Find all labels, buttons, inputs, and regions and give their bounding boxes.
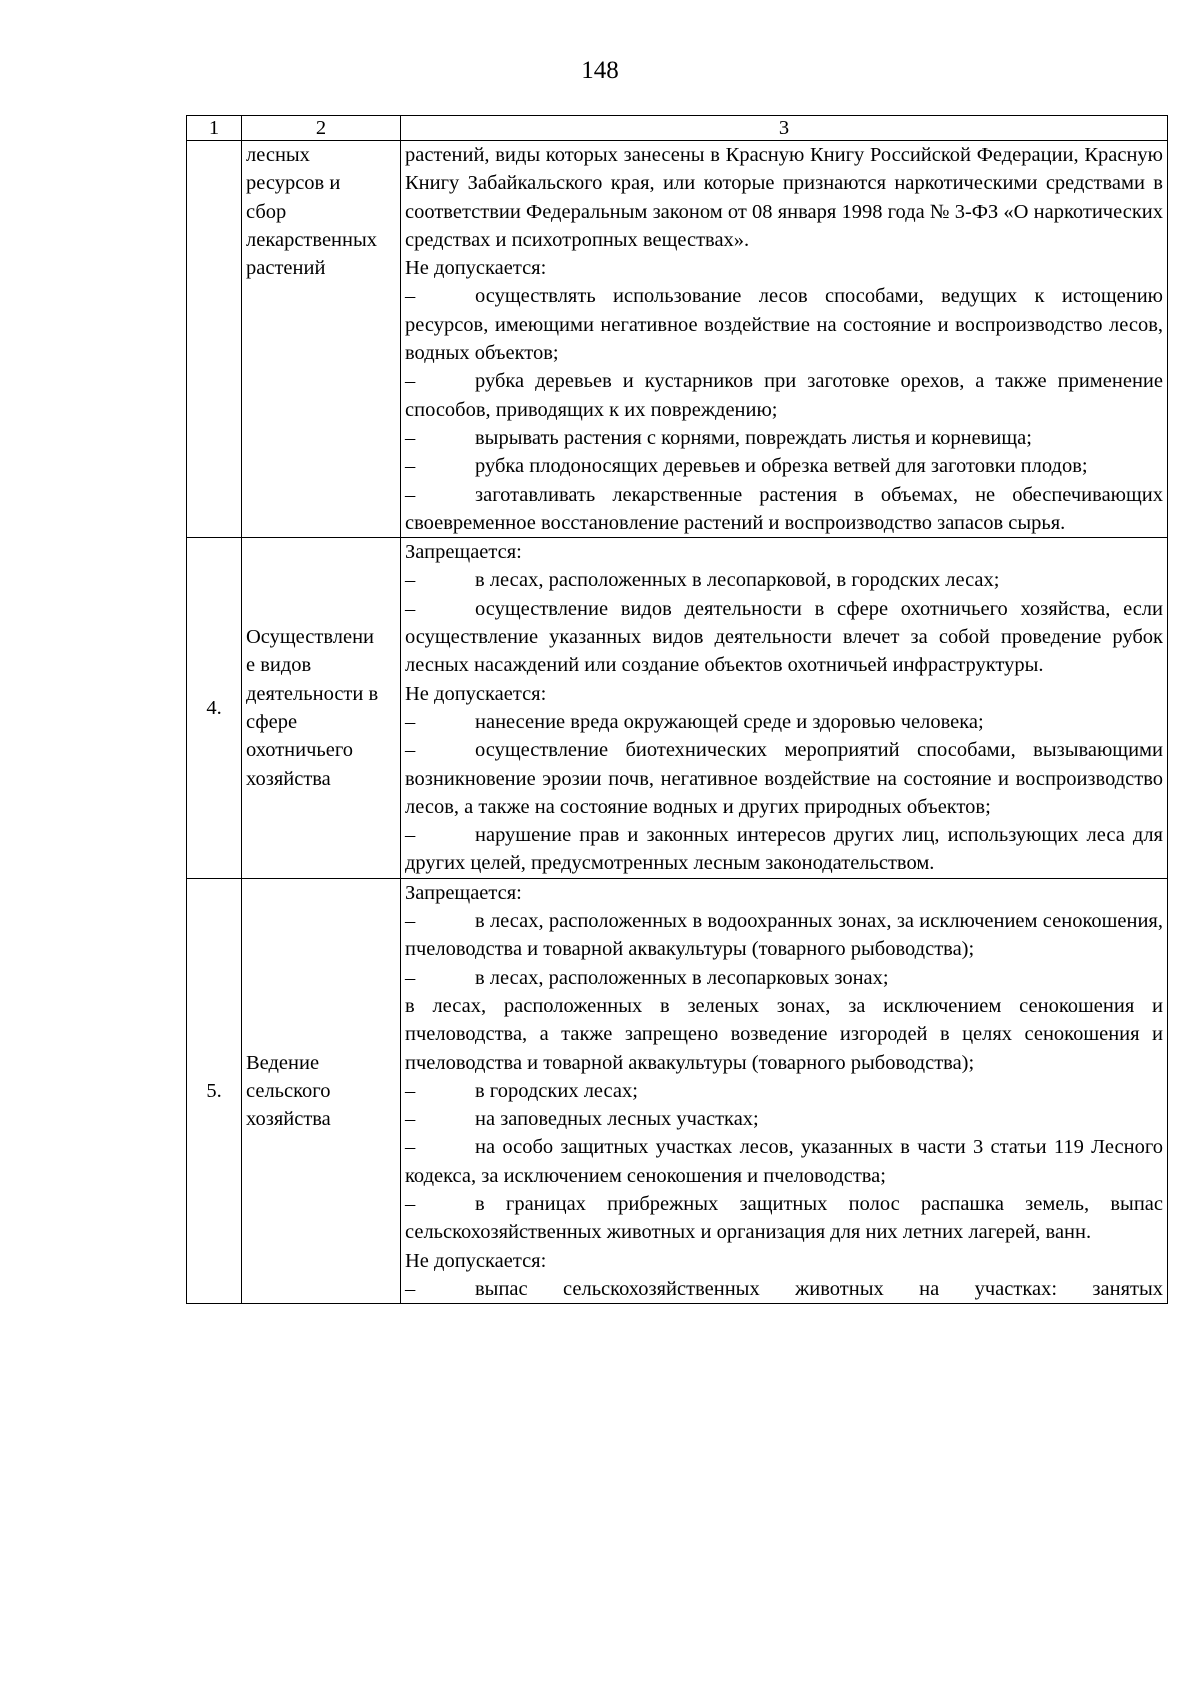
dash-marker: – — [405, 426, 416, 449]
list-item: – нанесение вреда окружающей среде и здоровью человека; — [405, 708, 1163, 736]
dash-marker: – — [405, 285, 416, 308]
row-number: 4. — [187, 538, 242, 879]
paragraph: Не допускается: — [405, 1249, 547, 1272]
list-item: – на особо защитных участках лесов, указанных в части 3 статьи 119 Лесного кодекса, за исключением сенокошения и пчеловодства; — [405, 1133, 1163, 1190]
table-row — [187, 141, 1168, 538]
row-number — [187, 141, 242, 538]
regulations-table — [186, 115, 1168, 1304]
paragraph: Не допускается: — [405, 682, 547, 705]
paragraph: Запрещается: — [405, 541, 522, 564]
list-item: – выпас сельскохозяйственных животных на участках: занятых — [405, 1275, 1163, 1303]
dash-marker: – — [405, 910, 416, 933]
page-number: 148 — [581, 57, 619, 84]
list-item: – в границах прибрежных защитных полос распашка земель, выпас сельскохозяйственных животных и организация для них летних лагерей, ванн. — [405, 1190, 1163, 1247]
dash-marker: – — [405, 370, 416, 393]
header-col-3: 3 — [401, 116, 1168, 141]
activity-name: лесных ресурсов и сбор лекарственных растений — [242, 141, 401, 538]
dash-marker: – — [405, 824, 416, 847]
paragraph: в лесах, расположенных в зеленых зонах, за исключением сенокошения и пчеловодства, а также запрещено возведение изгородей в целях сенокошения и пчеловодства и товарной аквакультуры (товарного рыбоводства); — [405, 994, 1163, 1074]
list-item: – нарушение прав и законных интересов других лиц, использующих леса для других целей, предусмотренных лесным законодательством. — [405, 821, 1163, 878]
list-item: – рубка деревьев и кустарников при заготовке орехов, а также применение способов, приводящих к их повреждению; — [405, 367, 1163, 424]
dash-marker: – — [405, 710, 416, 733]
row-number: 5. — [187, 878, 242, 1303]
dash-marker: – — [405, 1108, 416, 1131]
list-item: – осуществление биотехнических мероприятий способами, вызывающими возникновение эрозии почв, негативное воздействие на состояние и воспроизводство лесов, а также на состояние водных и других природных объектов; — [405, 736, 1163, 821]
list-item: – в лесах, расположенных в лесопарковой, в городских лесах; — [405, 566, 1163, 594]
list-item: – в лесах, расположенных в лесопарковых зонах; — [405, 964, 1163, 992]
activity-name: Осуществлени е видов деятельности в сфере охотничьего хозяйства — [242, 538, 401, 879]
dash-marker: – — [405, 739, 416, 762]
dash-marker: – — [405, 1136, 416, 1159]
dash-marker: – — [405, 1192, 416, 1215]
dash-marker: – — [405, 455, 416, 478]
dash-marker: – — [405, 569, 416, 592]
list-item: – осуществление видов деятельности в сфере охотничьего хозяйства, если осуществление указанных видов деятельности влечет за собой проведение рубок лесных насаждений или создание объектов охотничьей инфраструктуры. — [405, 595, 1163, 680]
activity-name: Ведение сельского хозяйства — [242, 878, 401, 1303]
table-header-row — [187, 116, 1168, 141]
paragraph: Не допускается: — [405, 257, 547, 280]
list-item: – рубка плодоносящих деревьев и обрезка ветвей для заготовки плодов; — [405, 452, 1163, 480]
dash-marker: – — [405, 1277, 416, 1300]
dash-marker: – — [405, 1079, 416, 1102]
list-item: – на заповедных лесных участках; — [405, 1105, 1163, 1133]
list-item: – вырывать растения с корнями, повреждать листья и корневища; — [405, 424, 1163, 452]
activity-restrictions — [401, 878, 1168, 1303]
list-item: – заготавливать лекарственные растения в объемах, не обеспечивающих своевременное восстановление растений и воспроизводство запасов сырья. — [405, 481, 1163, 538]
header-col-1: 1 — [187, 116, 242, 141]
list-item: – в лесах, расположенных в водоохранных зонах, за исключением сенокошения, пчеловодства и товарной аквакультуры (товарного рыбоводства); — [405, 907, 1163, 964]
dash-marker: – — [405, 966, 416, 989]
list-item: – в городских лесах; — [405, 1077, 1163, 1105]
table-row — [187, 538, 1168, 879]
list-item: – осуществлять использование лесов способами, ведущих к истощению ресурсов, имеющими негативное воздействие на состояние и воспроизводство лесов, водных объектов; — [405, 282, 1163, 367]
header-col-2: 2 — [242, 116, 401, 141]
paragraph: Запрещается: — [405, 881, 522, 904]
table-row — [187, 878, 1168, 1303]
dash-marker: – — [405, 483, 416, 506]
dash-marker: – — [405, 597, 416, 620]
activity-restrictions — [401, 538, 1168, 879]
activity-restrictions — [401, 141, 1168, 538]
paragraph: растений, виды которых занесены в Красную Книгу Российской Федерации, Красную Книгу Забайкальского края, или которые признаются наркотическими средствами в соответствии Федеральным законом от 08 января 1998 года № 3-ФЗ «О наркотических средствах и психотропных веществах». — [405, 144, 1163, 251]
